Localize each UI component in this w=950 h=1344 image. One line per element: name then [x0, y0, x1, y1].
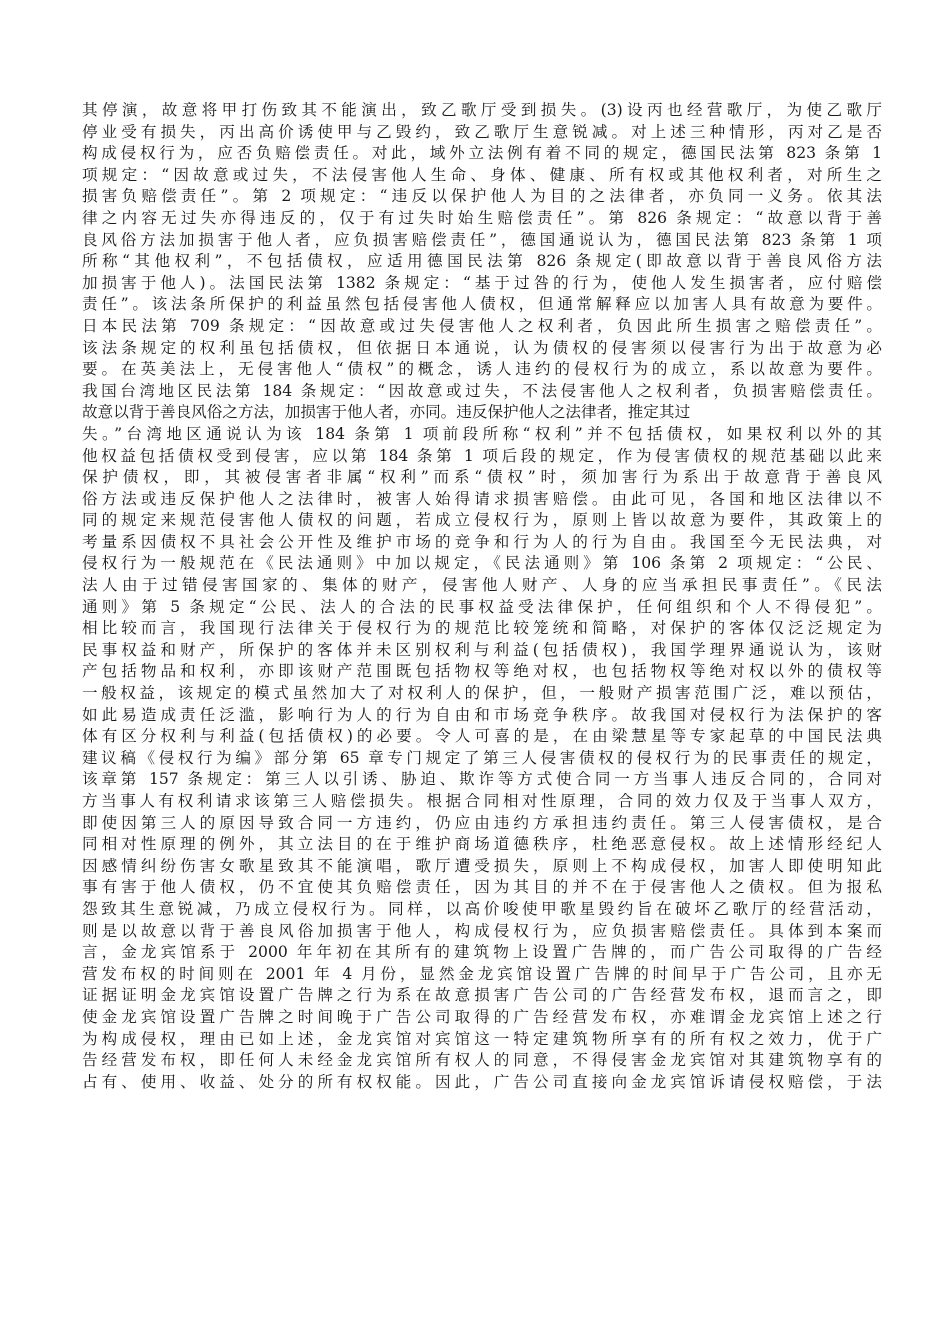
text-line: 其停演，故意将甲打伤致其不能演出，致乙歌厅受到损失。(3)设丙也经营歌厅，为使乙歌厅 — [82, 101, 882, 119]
text-line: 构成侵权行为，应否负赔偿责任。对此，域外立法例有着不同的规定，德国民法第 823 条第 1 — [82, 144, 882, 163]
text-line: 证据证明金龙宾馆设置广告牌之行为系在故意损害广告公司的广告经营发布权，退而言之，即 — [82, 986, 882, 1005]
text-line: 良风俗方法加损害于他人者，应负损害赔偿责任”，德国通说认为，德国民法第 823 条第 1 项 — [82, 230, 882, 249]
text-line: 使金龙宾馆设置广告牌之时间晚于广告公司取得的广告经营发布权，亦难谓金龙宾馆上述之行 — [82, 1007, 882, 1026]
text-line: 考量系因债权不具社会公开性及维护市场的竞争和行为人的行为自由。我国至今无民法典，对 — [82, 532, 882, 551]
text-line: 同的规定来规范侵害他人债权的问题，若成立侵权行为，原则上皆以故意为要件，其政策上的 — [82, 511, 882, 530]
text-line: 侵权行为一般规范在《民法通则》中加以规定，《民法通则》第 106 条第 2 项规定：“公民、 — [82, 554, 882, 573]
text-line: 该法条规定的权利虽包括债权，但依据日本通说，认为债权的侵害须以侵害行为出于故意为必 — [82, 338, 882, 357]
text-line: 失。”台湾地区通说认为该 184 条第 1 项前段所称“权利”并不包括债权，如果权利以外的其 — [82, 424, 882, 443]
text-line: 告经营发布权，即任何人未经金龙宾馆所有权人的同意，不得侵害金龙宾馆对其建筑物享有的 — [82, 1051, 882, 1070]
text-line: 即使因第三人的原因导致合同一方违约，仍应由违约方承担违约责任。第三人侵害债权，是合 — [82, 813, 882, 832]
text-line: 项规定：“因故意或过失，不法侵害他人生命、身体、健康、所有权或其他权利者，对所生之 — [82, 165, 882, 184]
text-line: 因感情纠纷伤害女歌星致其不能演唱，歌厅遭受损失，原则上不构成侵权，加害人即使明知此 — [82, 856, 882, 875]
text-line: 加损害于他人)。法国民法第 1382 条规定：“基于过咎的行为，使他人发生损害者，应付赔偿 — [82, 273, 882, 292]
text-line: 同相对性原理的例外，其立法目的在于维护商场道德秩序，杜绝恶意侵权。故上述情形经纪人 — [82, 835, 882, 854]
text-line: 他权益包括债权受到侵害，应以第 184 条第 1 项后段的规定，作为侵害债权的规范基础以此来 — [82, 446, 882, 465]
text-line: 日本民法第 709 条规定：“因故意或过失侵害他人之权利者，负因此所生损害之赔偿责任”。 — [82, 316, 882, 335]
text-line: 该章第 157 条规定：第三人以引诱、胁迫、欺诈等方式使合同一方当事人违反合同的，合同对 — [82, 770, 882, 789]
text-line: 责任”。该法条所保护的利益虽然包括侵害他人债权，但通常解释应以加害人具有故意为要件。 — [82, 295, 882, 314]
text-line: 民事权益和财产，所保护的客体并未区别权利与利益(包括债权)，我国学理界通说认为，该财 — [82, 640, 882, 659]
text-line: 律之内容无过失亦得违反的，仅于有过失时始生赔偿责任”。第 826 条规定：“故意以背于善 — [82, 208, 882, 227]
text-line: 一般权益，该规定的模式虽然加大了对权利人的保护，但，一般财产损害范围广泛，难以预估， — [82, 684, 882, 703]
text-line: 故意以背于善良风俗之方法，加损害于他人者，亦同。违反保护他人之法律者，推定其过 — [82, 403, 691, 422]
text-line: 营发布权的时间则在 2001 年 4 月份，显然金龙宾馆设置广告牌的时间早于广告公司，且亦无 — [82, 964, 882, 983]
text-line: 法人由于过错侵害国家的、集体的财产，侵害他人财产、人身的应当承担民事责任”。《民法 — [82, 576, 882, 595]
text-line: 要。在英美法上，无侵害他人“债权”的概念，诱人违约的侵权行为的成立，系以故意为要件。 — [82, 360, 882, 379]
text-line: 保护债权，即，其被侵害者非属“权利”而系“债权”时，须加害行为系出于故意背于善良风 — [82, 468, 882, 487]
text-line: 我国台湾地区民法第 184 条规定：“因故意或过失，不法侵害他人之权利者，负损害赔偿责任。 — [82, 381, 882, 400]
text-line: 事有害于他人债权，仍不宜使其负赔偿责任，因为其目的并不在于侵害他人之债权。但为报私 — [82, 878, 882, 897]
text-line: 占有、使用、收益、处分的所有权权能。因此，广告公司直接向金龙宾馆诉请侵权赔偿，于法 — [82, 1072, 882, 1091]
text-line: 所称“其他权利”，不包括债权，应适用德国民法第 826 条规定(即故意以背于善良风俗方法 — [82, 252, 882, 271]
text-line: 方当事人有权利请求该第三人赔偿损失。根据合同相对性原理，合同的效力仅及于当事人双方， — [82, 792, 882, 810]
text-line: 体有区分权利与利益(包括债权)的必要。令人可喜的是，在由梁慧星等专家起草的中国民法典 — [82, 727, 882, 746]
text-line: 则是以故意以背于善良风俗加损害于他人，构成侵权行为，应负损害赔偿责任。具体到本案而 — [82, 921, 882, 940]
text-line: 怨致其生意锐减，乃成立侵权行为。同样，以高价唆使甲歌星毁约旨在破坏乙歌厅的经营活动， — [82, 899, 882, 918]
text-line: 如此易造成责任泛滥，影响行为人的行为自由和市场竞争秩序。故我国对侵权行为法保护的客 — [82, 705, 882, 724]
text-line: 通则》第 5 条规定“公民、法人的合法的民事权益受法律保护，任何组织和个人不得侵犯”。 — [82, 597, 882, 616]
text-line: 俗方法或违反保护他人之法律时，被害人始得请求损害赔偿。由此可见，各国和地区法律以不 — [82, 489, 882, 508]
text-line: 言，金龙宾馆系于 2000 年年初在其所有的建筑物上设置广告牌的，而广告公司取得的广告经 — [82, 943, 882, 962]
document-page — [82, 100, 882, 1093]
text-line: 为构成侵权，理由已如上述，金龙宾馆对宾馆这一特定建筑物所享有的所有权之效力，优于广 — [82, 1029, 882, 1048]
text-line: 损害负赔偿责任”。第 2 项规定：“违反以保护他人为目的之法律者，亦负同一义务。依其法 — [82, 187, 882, 206]
text-line: 停业受有损失，丙出高价诱使甲与乙毁约，致乙歌厅生意锐减。对上述三种情形，丙对乙是否 — [82, 122, 882, 141]
text-line: 产包括物品和权利，亦即该财产范围既包括物权等绝对权，也包括物权等绝对权以外的债权等 — [82, 662, 882, 681]
text-line: 相比较而言，我国现行法律关于侵权行为的规范比较笼统和简略，对保护的客体仅泛泛规定为 — [82, 619, 882, 638]
text-line: 建议稿《侵权行为编》部分第 65 章专门规定了第三人侵害债权的侵权行为的民事责任的规定， — [82, 748, 882, 767]
